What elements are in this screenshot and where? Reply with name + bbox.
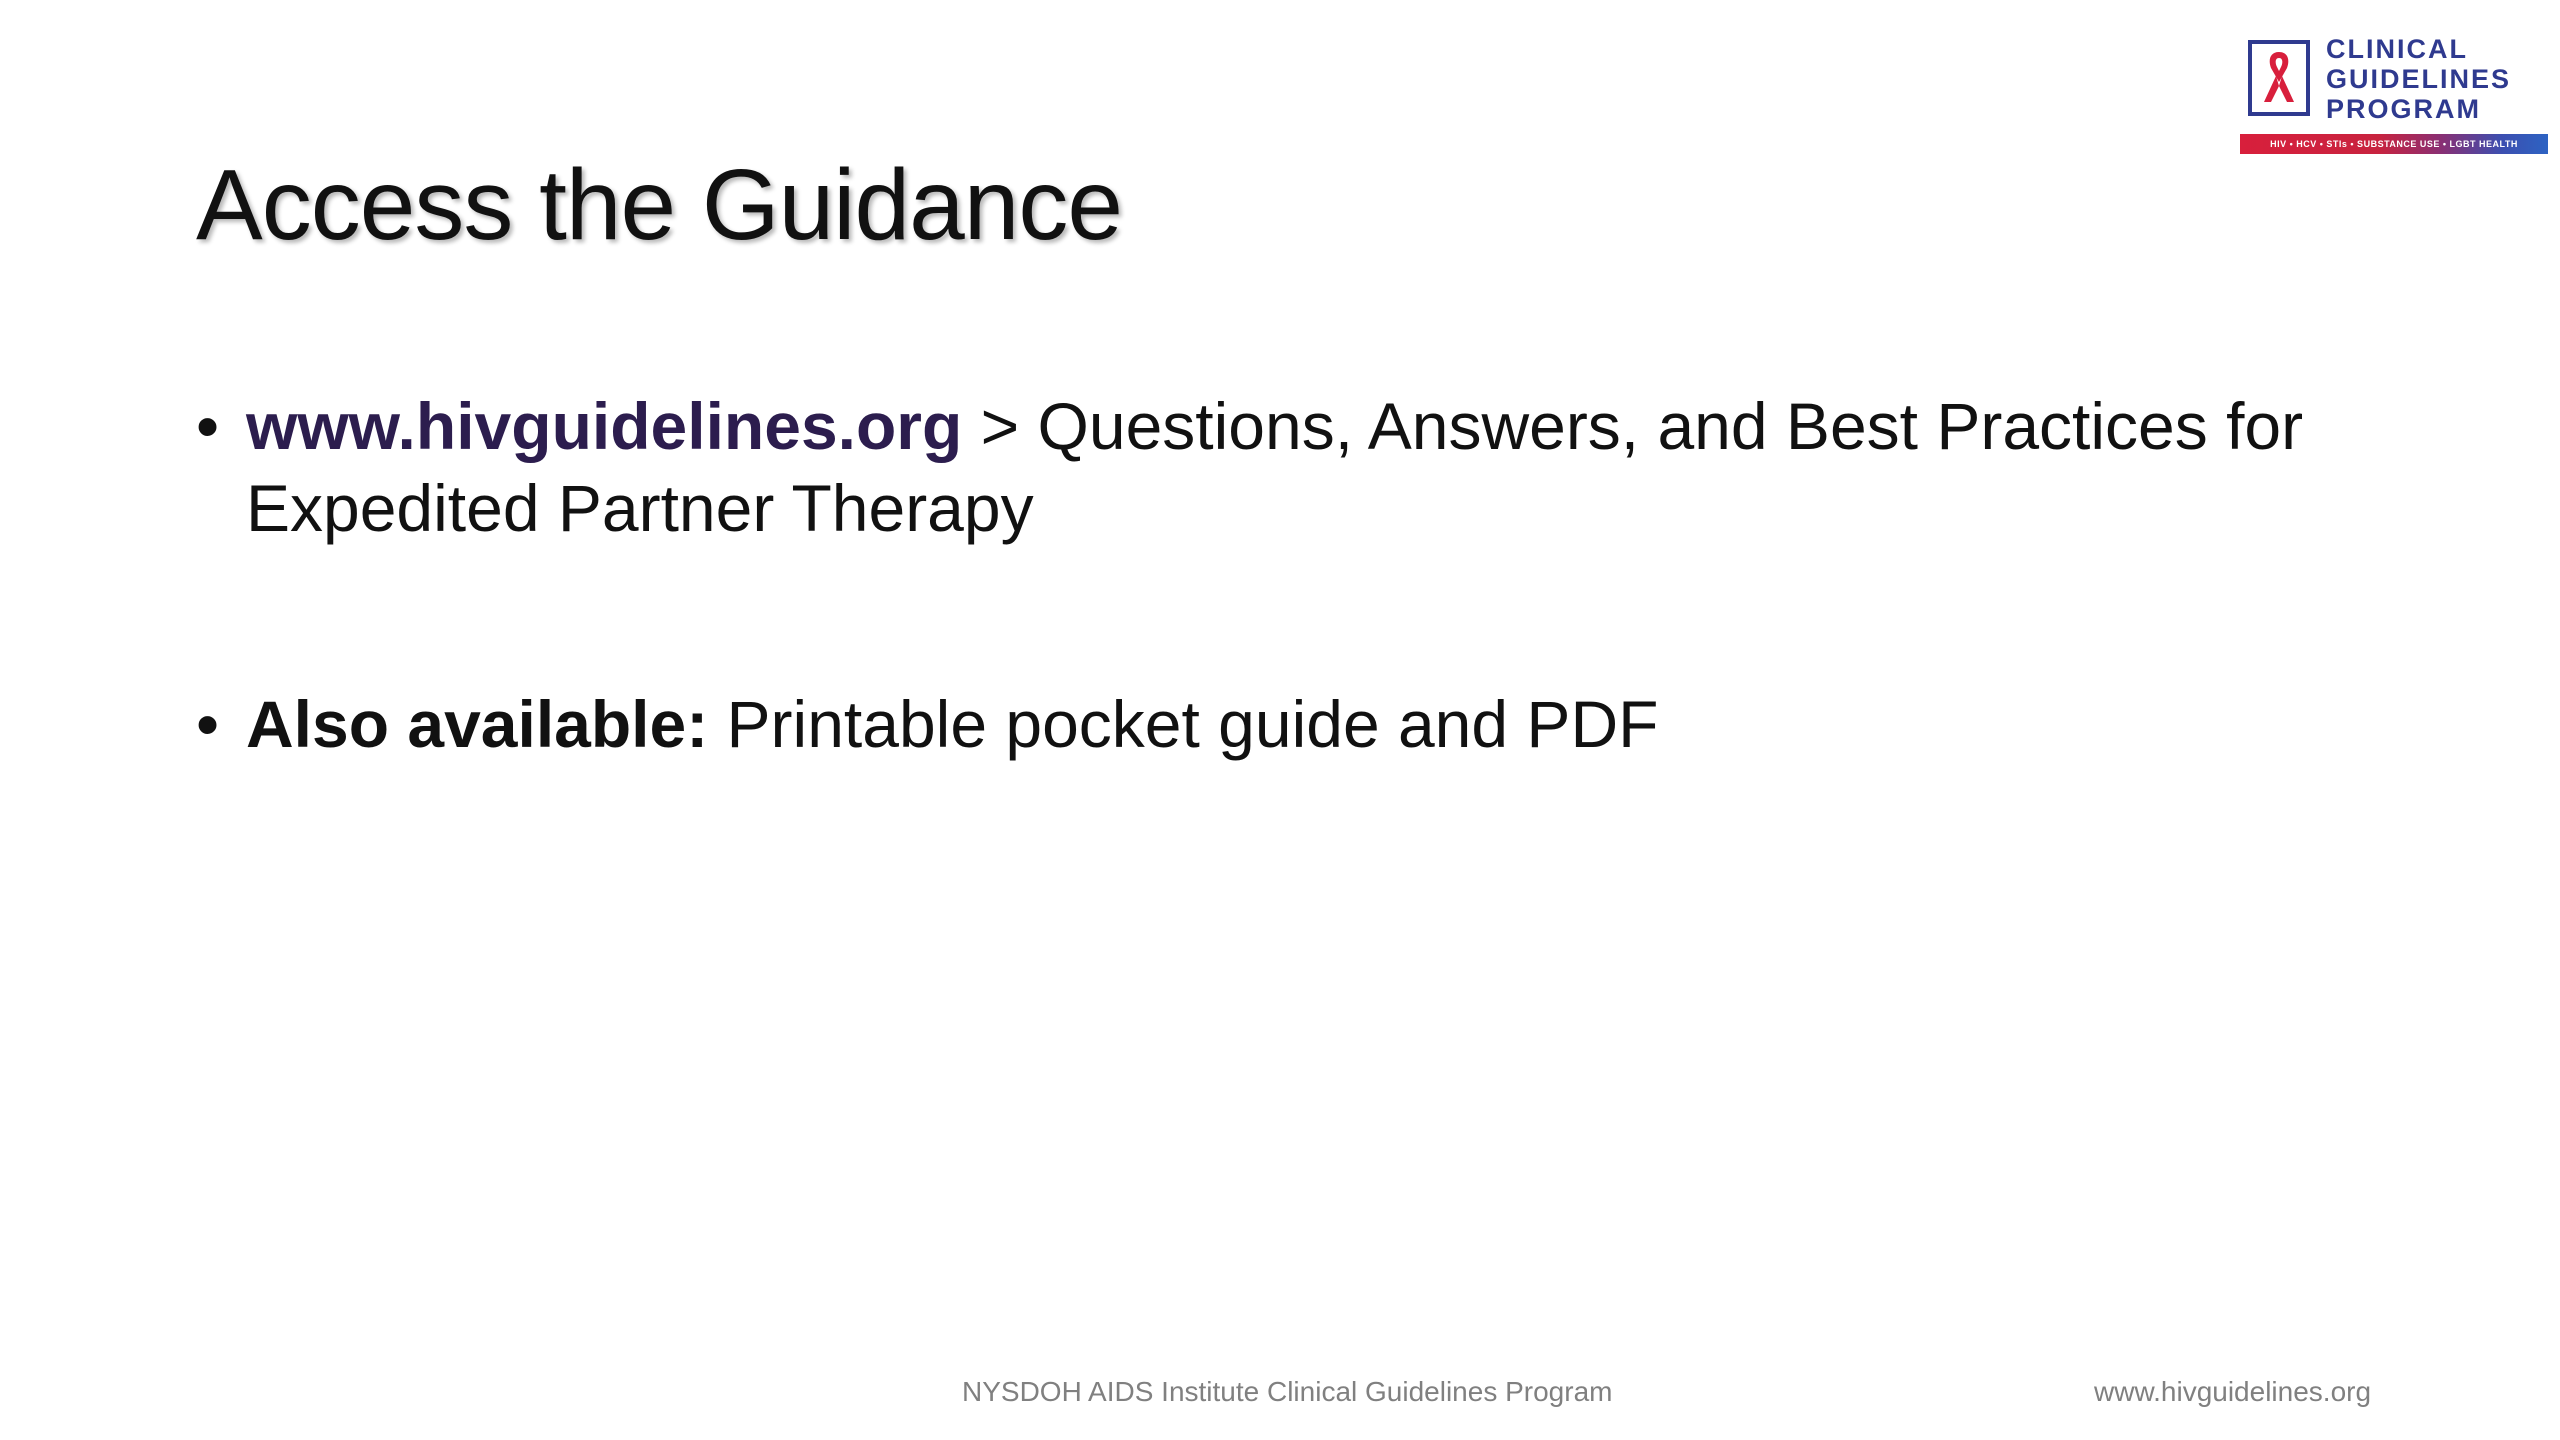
clinical-guidelines-program-logo <box>2240 34 2548 164</box>
logo-line-2: GUIDELINES <box>2326 64 2512 94</box>
footer-program-name: NYSDOH AIDS Institute Clinical Guidelines Program <box>962 1376 1613 1407</box>
logo-wordmark <box>2326 34 2511 124</box>
logo-tagline: HIV • HCV • STIs • SUBSTANCE USE • LGBT HEALTH <box>2270 139 2518 149</box>
bullet-list <box>196 385 2396 765</box>
logo-tagline-bar <box>2240 134 2548 154</box>
logo-line-3: PROGRAM <box>2326 94 2481 124</box>
footer-website: www.hivguidelines.org <box>2094 1376 2372 1407</box>
also-available-label: Also available: <box>246 687 709 761</box>
slide-title: Access the Guidance <box>196 149 1122 261</box>
bullet-item-also-available <box>196 683 2396 765</box>
bullet-item-website <box>196 385 2396 549</box>
bullet-text-website: > Questions, Answers, and Best Practices for Expedited Partner Therapy <box>246 389 2304 545</box>
bullet-text-also-available: Printable pocket guide and PDF <box>708 687 1659 761</box>
logo-line-1: CLINICAL <box>2326 34 2468 64</box>
red-ribbon-icon <box>2252 44 2306 112</box>
logo-frame <box>2248 40 2310 116</box>
website-link[interactable]: www.hivguidelines.org <box>246 389 963 463</box>
